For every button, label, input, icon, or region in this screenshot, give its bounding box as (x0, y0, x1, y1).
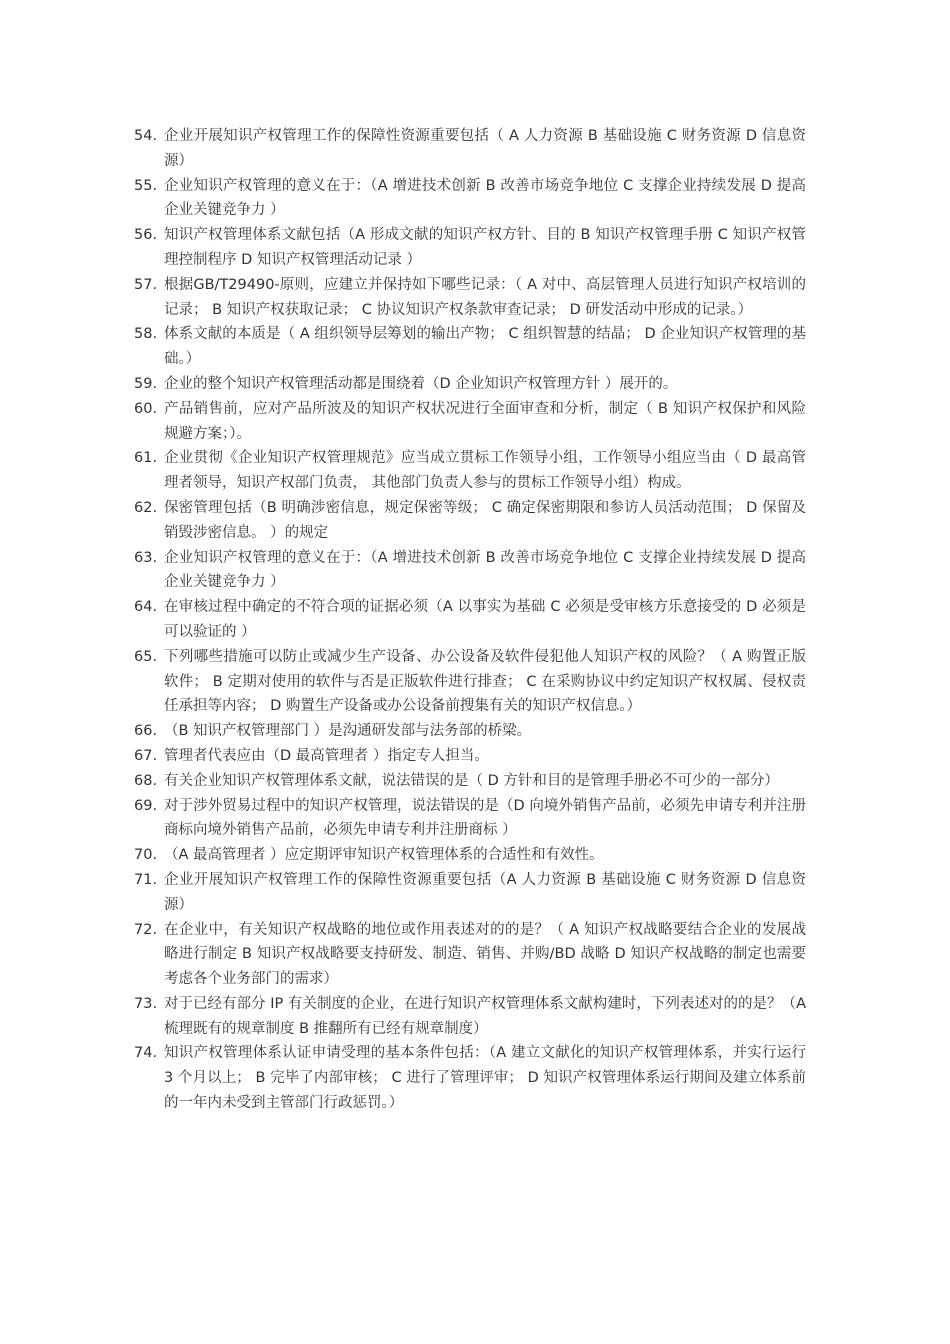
question-number: 60. (134, 400, 158, 417)
question-number: 62. (134, 499, 158, 516)
question-text: 企业知识产权管理的意义在于：（A 增进技术创新 B 改善市场竞争地位 C 支撑企业持续发展 D 提高企业关键竞争力 ） (164, 549, 806, 591)
question-text: 企业开展知识产权管理工作的保障性资源重要包括（ A 人力资源 B 基础设施 C 财务资源 D 信息资源） (164, 128, 806, 169)
question-number: 57. (134, 276, 158, 293)
question-text: 体系文献的本质是（ A 组织领导层筹划的输出产物； C 组织智慧的结晶； D 企业知识产权管理的基础。） (164, 326, 806, 368)
question-list (134, 124, 806, 1116)
question-number: 56. (134, 227, 158, 244)
question-item (134, 223, 806, 273)
question-text: 在企业中，有关知识产权战略的地位或作用表述对的的是？（ A 知识产权战略要结合企业的发展战略进行制定 B 知识产权战略要支持研发、制造、销售、并购/BD 战略 D 知识产权战略的制定也需要考虑各个业务部门的需求） (164, 921, 806, 988)
question-item (134, 719, 806, 744)
question-item (134, 1041, 806, 1115)
question-text: 企业知识产权管理的意义在于：（A 增进技术创新 B 改善市场竞争地位 C 支撑企业持续发展 D 提高企业关键竞争力 ） (164, 177, 806, 219)
question-text: 对于已经有部分 IP 有关制度的企业，在进行知识产权管理体系文献构建时，下列表述对的的是？（A 梳理既有的规章制度 B 推翻所有已经有规章制度） (164, 995, 806, 1037)
question-text: 企业贯彻《企业知识产权管理规范》应当成立贯标工作领导小组，工作领导小组应当由（ D 最高管理者领导，知识产权部门负责， 其他部门负责人参与的贯标工作领导小组）构成。 (164, 450, 806, 492)
question-text: 下列哪些措施可以防止或减少生产设备、办公设备及软件侵犯他人知识产权的风险？（ A 购置正版软件； B 定期对使用的软件与否是正版软件进行排查； C 在采购协议中约定知识产权权属、侵权责任承担等内容； D 购置生产设备或办公设备前搜集有关的知识产权信息。） (164, 648, 806, 715)
question-number: 54. (134, 128, 158, 144)
question-item (134, 595, 806, 645)
question-text: （A 最高管理者 ）应定期评审知识产权管理体系的合适性和有效性。 (164, 847, 604, 864)
question-text: 在审核过程中确定的不符合项的证据必须（A 以事实为基础 C 必须是受审核方乐意接受的 D 必须是可以验证的 ） (164, 599, 806, 640)
question-item (134, 992, 806, 1042)
question-text: 保密管理包括（B 明确涉密信息，规定保密等级； C 确定保密期限和参访人员活动范围； D 保留及销毁涉密信息。 ）的规定 (164, 499, 806, 541)
question-number: 59. (134, 375, 158, 392)
question-text: 产品销售前，应对产品所波及的知识产权状况进行全面审查和分析，制定（ B 知识产权保护和风险规避方案；）。 (164, 400, 806, 442)
question-item (134, 273, 806, 323)
question-item (134, 124, 806, 174)
question-item (134, 397, 806, 447)
question-item (134, 918, 806, 992)
question-number: 73. (134, 995, 158, 1012)
question-number: 68. (134, 772, 158, 789)
question-number: 71. (134, 871, 158, 888)
question-number: 72. (134, 921, 158, 938)
question-item (134, 868, 806, 918)
question-item (134, 546, 806, 596)
question-item (134, 744, 806, 769)
question-text: （B 知识产权管理部门 ）是沟通研发部与法务部的桥梁。 (164, 723, 532, 740)
question-number: 74. (134, 1045, 158, 1062)
question-item (134, 769, 806, 794)
question-number: 64. (134, 599, 158, 616)
question-number: 69. (134, 797, 158, 814)
question-number: 61. (134, 450, 158, 467)
question-item (134, 496, 806, 546)
question-item (134, 372, 806, 397)
question-number: 58. (134, 326, 158, 343)
question-number: 65. (134, 648, 158, 665)
question-text: 对于涉外贸易过程中的知识产权管理，说法错误的是（D 向境外销售产品前，必须先申请专利并注册商标向境外销售产品前，必须先申请专利并注册商标 ） (164, 797, 806, 839)
question-item (134, 446, 806, 496)
question-number: 67. (134, 747, 158, 764)
question-number: 55. (134, 177, 158, 194)
question-item (134, 794, 806, 844)
question-text: 企业的整个知识产权管理活动都是围绕着（D 企业知识产权管理方针 ）展开的。 (164, 375, 678, 392)
question-text: 管理者代表应由（D 最高管理者 ）指定专人担当。 (164, 747, 489, 764)
question-item (134, 322, 806, 372)
question-text: 知识产权管理体系认证申请受理的基本条件包括：（A 建立文献化的知识产权管理体系，并实行运行 3 个月以上； B 完毕了内部审核； C 进行了管理评审； D 知识产权管理体系运行期间及建立体系前的一年内未受到主管部门行政惩罚。） (164, 1045, 806, 1112)
question-number: 63. (134, 549, 158, 566)
question-number: 70. (134, 847, 158, 864)
question-item (134, 843, 806, 868)
question-text: 根据GB/T29490-原则，应建立并保持如下哪些记录：（ A 对中、高层管理人员进行知识产权培训的记录； B 知识产权获取记录； C 协议知识产权条款审查记录； D 研发活动中形成的记录。） (164, 276, 806, 318)
question-item (134, 645, 806, 719)
question-text: 企业开展知识产权管理工作的保障性资源重要包括（A 人力资源 B 基础设施 C 财务资源 D 信息资源） (164, 871, 806, 913)
question-item (134, 174, 806, 224)
question-number: 66. (134, 723, 158, 740)
question-text: 有关企业知识产权管理体系文献，说法错误的是（ D 方针和目的是管理手册必不可少的一部分） (164, 772, 779, 789)
question-text: 知识产权管理体系文献包括（A 形成文献的知识产权方针、目的 B 知识产权管理手册 C 知识产权管理控制程序 D 知识产权管理活动记录 ） (164, 227, 806, 268)
